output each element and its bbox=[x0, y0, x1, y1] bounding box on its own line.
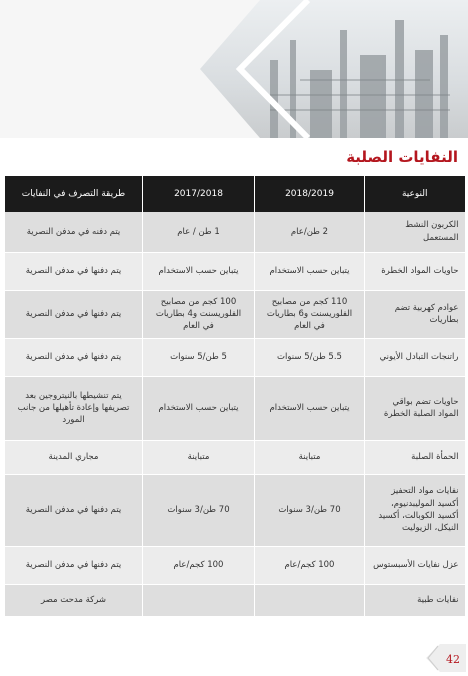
cell-disposal: يتم دفنها في مدفن النصرية bbox=[5, 290, 143, 338]
cell-type: عزل نفايات الأسبستوس bbox=[365, 546, 465, 584]
cell-type: الحمأة الصلبة bbox=[365, 440, 465, 474]
cell-2018: متباينة bbox=[143, 440, 255, 474]
cell-2018: يتباين حسب الاستخدام bbox=[143, 252, 255, 290]
cell-type: نفايات مواد التحفيز أكسيد الموليبدنيوم، أكسيد الكوبالت، أكسيد النيكل، الزيوليت bbox=[365, 474, 465, 546]
cell-2019: يتباين حسب الاستخدام bbox=[255, 252, 365, 290]
table-header-row bbox=[5, 176, 465, 212]
table-row bbox=[5, 376, 465, 440]
header-disposal: طريقة التصرف في النفايات bbox=[5, 176, 143, 212]
table-row bbox=[5, 252, 465, 290]
cell-2018: 100 كجم/عام bbox=[143, 546, 255, 584]
cell-2018: 70 طن/3 سنوات bbox=[143, 474, 255, 546]
table-row bbox=[5, 440, 465, 474]
cell-2018: 5 طن/5 سنوات bbox=[143, 338, 255, 376]
table-row bbox=[5, 546, 465, 584]
cell-2018: 1 طن / عام bbox=[143, 212, 255, 252]
page-number: 42 bbox=[446, 653, 460, 666]
cell-type: حاويات تضم بواقي المواد الصلبة الخطرة bbox=[365, 376, 465, 440]
cell-2018: 100 كجم من مصابيح الفلوريسنت و4 بطاريات في العام bbox=[143, 290, 255, 338]
cell-2019: 70 طن/3 سنوات bbox=[255, 474, 365, 546]
page-number-badge bbox=[426, 644, 466, 672]
cell-type: حاويات المواد الخطرة bbox=[365, 252, 465, 290]
cell-2019: 110 كجم من مصابيح الفلوريسنت و6 بطاريات في العام bbox=[255, 290, 365, 338]
cell-2019: يتباين حسب الاستخدام bbox=[255, 376, 365, 440]
chevron-decoration bbox=[200, 0, 310, 138]
cell-2019 bbox=[255, 584, 365, 616]
header-type: النوعية bbox=[365, 176, 465, 212]
cell-disposal: يتم تنشيطها بالنيتروجين بعد تصريفها وإعادة تأهيلها من جانب المورد bbox=[5, 376, 143, 440]
cell-2018: يتباين حسب الاستخدام bbox=[143, 376, 255, 440]
cell-type: نفايات طبية bbox=[365, 584, 465, 616]
table-row bbox=[5, 474, 465, 546]
table-row bbox=[5, 212, 465, 252]
cell-type: عوادم كهربية تضم بطاريات bbox=[365, 290, 465, 338]
cell-disposal: يتم دفنها في مدفن النصرية bbox=[5, 546, 143, 584]
cell-disposal: يتم دفنه في مدفن النصرية bbox=[5, 212, 143, 252]
cell-disposal: يتم دفنها في مدفن النصرية bbox=[5, 252, 143, 290]
cell-2019: 5.5 طن/5 سنوات bbox=[255, 338, 365, 376]
table-row bbox=[5, 338, 465, 376]
table-row bbox=[5, 290, 465, 338]
cell-2019: 2 طن/عام bbox=[255, 212, 365, 252]
header-2018: 2017/2018 bbox=[143, 176, 255, 212]
cell-disposal: يتم دفنها في مدفن النصرية bbox=[5, 474, 143, 546]
cell-2019: 100 كجم/عام bbox=[255, 546, 365, 584]
cell-type: راتنجات التبادل الأيوني bbox=[365, 338, 465, 376]
cell-disposal: شركة مدحت مصر bbox=[5, 584, 143, 616]
cell-2019: متباينة bbox=[255, 440, 365, 474]
table-row bbox=[5, 584, 465, 616]
header-2019: 2018/2019 bbox=[255, 176, 365, 212]
cell-type: الكربون النشط المستعمل bbox=[365, 212, 465, 252]
cell-2018 bbox=[143, 584, 255, 616]
cell-disposal: مجاري المدينة bbox=[5, 440, 143, 474]
header-band bbox=[0, 0, 468, 138]
page-title: النفايات الصلبة bbox=[346, 148, 458, 166]
cell-disposal: يتم دفنها في مدفن النصرية bbox=[5, 338, 143, 376]
solid-waste-table bbox=[4, 176, 465, 617]
